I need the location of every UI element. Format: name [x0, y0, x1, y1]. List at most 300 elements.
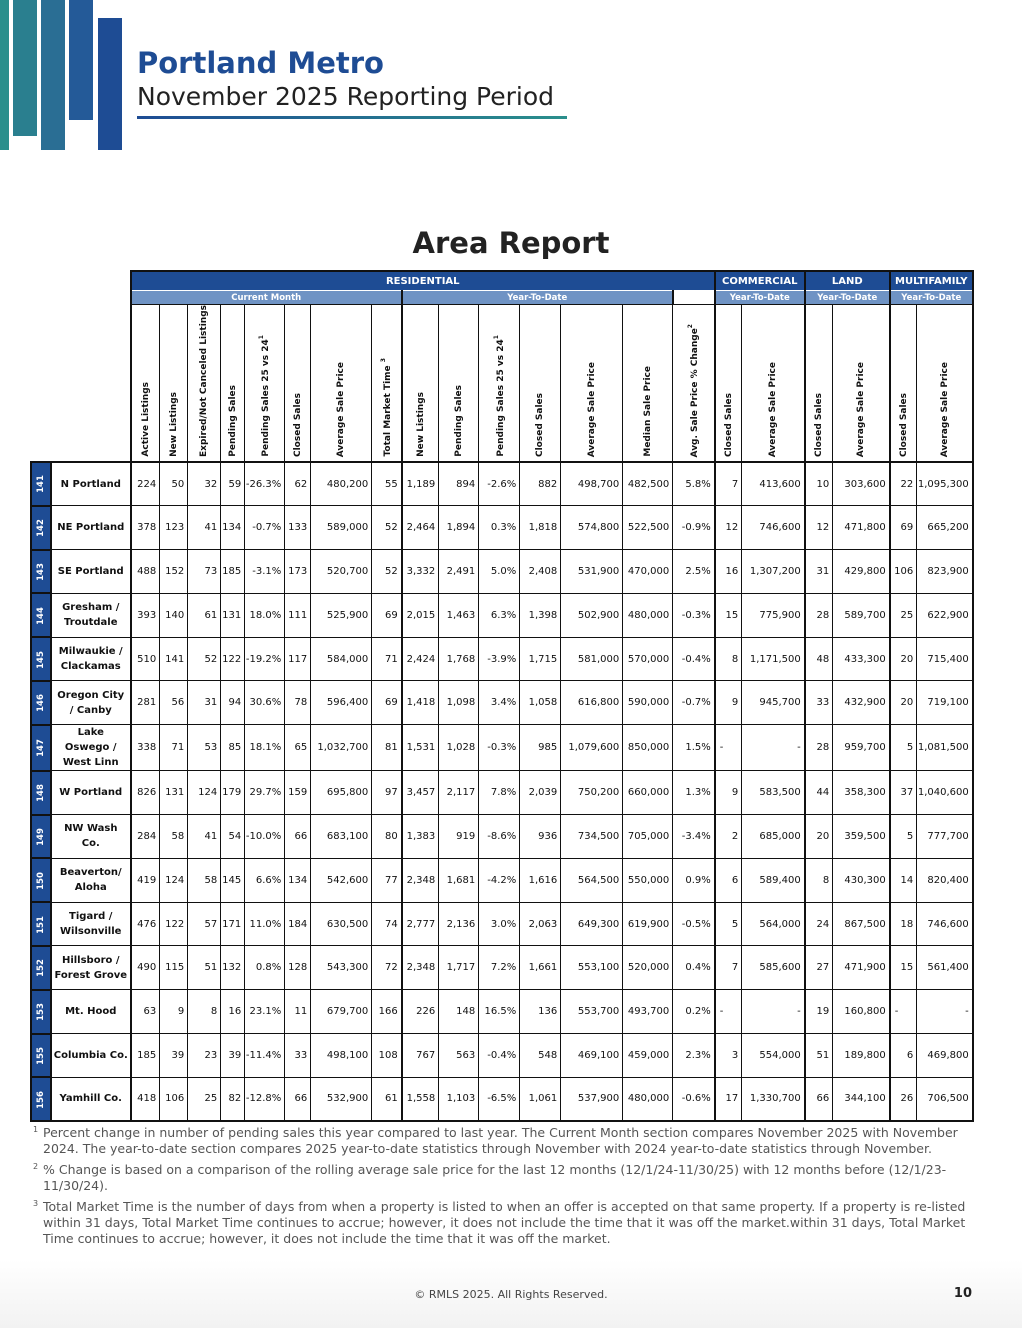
table-cell: 226 [402, 990, 439, 1034]
table-cell: 117 [285, 637, 311, 681]
table-cell: 111 [285, 593, 311, 637]
table-cell: 432,900 [833, 681, 890, 725]
table-cell: 8 [188, 990, 221, 1034]
table-cell: 124 [188, 771, 221, 815]
table-cell: 775,900 [742, 593, 805, 637]
table-cell: 39 [160, 1034, 188, 1078]
table-cell: 5.8% [673, 462, 715, 506]
table-cell: 28 [805, 725, 833, 771]
table-cell: 57 [188, 902, 221, 946]
col-active-listings: Active Listings [131, 305, 160, 462]
table-cell: 32 [188, 462, 221, 506]
table-row [31, 593, 973, 637]
table-cell: 69 [372, 681, 402, 725]
col-closed-sales: Closed Sales [285, 305, 311, 462]
table-cell: 359,500 [833, 815, 890, 859]
table-cell: 719,100 [917, 681, 973, 725]
table-cell: 37 [890, 771, 917, 815]
table-cell: 62 [285, 462, 311, 506]
table-cell: 61 [188, 593, 221, 637]
table-cell: 2.3% [673, 1034, 715, 1078]
table-cell: -6.5% [479, 1077, 520, 1121]
area-name: SE Portland [51, 550, 131, 594]
col-ytd-median-sale-price: Median Sale Price [623, 305, 673, 462]
table-cell: 338 [131, 725, 160, 771]
copyright-text: © RMLS 2025. All Rights Reserved. [414, 1288, 608, 1301]
table-row [31, 462, 973, 506]
table-cell: 469,800 [917, 1034, 973, 1078]
table-cell: 1,383 [402, 815, 439, 859]
table-cell: 820,400 [917, 858, 973, 902]
area-name: Mt. Hood [51, 990, 131, 1034]
table-cell: 685,000 [742, 815, 805, 859]
table-cell: 16.5% [479, 990, 520, 1034]
table-cell: 133 [285, 506, 311, 550]
table-cell: 12 [715, 506, 742, 550]
table-cell: -0.3% [673, 593, 715, 637]
title-underline [137, 116, 567, 119]
table-cell: 52 [188, 637, 221, 681]
table-cell: 1,398 [520, 593, 561, 637]
table-cell: 134 [221, 506, 245, 550]
area-name: NE Portland [51, 506, 131, 550]
table-row [31, 1034, 973, 1078]
table-cell: 7.8% [479, 771, 520, 815]
table-cell: -4.2% [479, 858, 520, 902]
table-cell: 123 [160, 506, 188, 550]
table-cell: -26.3% [245, 462, 285, 506]
table-cell: - [742, 990, 805, 1034]
table-cell: -3.4% [673, 815, 715, 859]
table-cell: 5.0% [479, 550, 520, 594]
table-cell: 2,015 [402, 593, 439, 637]
table-cell: 128 [285, 946, 311, 990]
table-cell: 823,900 [917, 550, 973, 594]
area-code: 144 [31, 593, 51, 637]
table-cell: -0.4% [479, 1034, 520, 1078]
table-cell: 3.0% [479, 902, 520, 946]
table-cell: 8 [805, 858, 833, 902]
col-ytd-pending-sales: Pending Sales [439, 305, 479, 462]
table-cell: -8.6% [479, 815, 520, 859]
table-cell: 470,000 [623, 550, 673, 594]
table-cell: 19 [805, 990, 833, 1034]
table-cell: 498,100 [311, 1034, 372, 1078]
table-cell: 33 [805, 681, 833, 725]
table-cell: 433,300 [833, 637, 890, 681]
area-name: Milwaukie / Clackamas [51, 637, 131, 681]
table-cell: 630,500 [311, 902, 372, 946]
table-cell: 882 [520, 462, 561, 506]
table-cell: 393 [131, 593, 160, 637]
footnote-3: 3 Total Market Time is the number of days from when a property is listed to when an offer is accepted on that same property. If a property is re-listed within 31 days, Total Market Time continues to accrue; however, it does not include the time that it was off the market.within 31 days, Total Market Time continues to accrue; however, it does not include the time that it was off the market. [33, 1199, 966, 1246]
col-pending-sales: Pending Sales [221, 305, 245, 462]
table-cell: 0.4% [673, 946, 715, 990]
table-cell: 520,700 [311, 550, 372, 594]
table-cell: 542,600 [311, 858, 372, 902]
table-cell: 173 [285, 550, 311, 594]
col-multifamily-closed: Closed Sales [890, 305, 917, 462]
table-cell: 73 [188, 550, 221, 594]
table-cell: 959,700 [833, 725, 890, 771]
table-cell: 148 [439, 990, 479, 1034]
table-cell: 1,681 [439, 858, 479, 902]
table-cell: 746,600 [742, 506, 805, 550]
table-cell: -0.5% [673, 902, 715, 946]
table-cell: 6 [715, 858, 742, 902]
table-cell: 2,117 [439, 771, 479, 815]
page-subtitle: November 2025 Reporting Period [137, 82, 555, 111]
table-cell: 24 [805, 902, 833, 946]
table-cell: 502,900 [561, 593, 623, 637]
area-name: Yamhill Co. [51, 1077, 131, 1121]
table-cell: 936 [520, 815, 561, 859]
table-cell: 159 [285, 771, 311, 815]
area-code: 148 [31, 771, 51, 815]
table-cell: 1.5% [673, 725, 715, 771]
subgroup-ytd-residential: Year-To-Date [402, 291, 673, 305]
table-cell: 619,900 [623, 902, 673, 946]
table-cell: 2 [715, 815, 742, 859]
table-cell: 281 [131, 681, 160, 725]
table-cell: 358,300 [833, 771, 890, 815]
table-cell: 18 [890, 902, 917, 946]
table-cell: 649,300 [561, 902, 623, 946]
table-cell: 1,032,700 [311, 725, 372, 771]
table-cell: 563 [439, 1034, 479, 1078]
table-cell: 9 [715, 681, 742, 725]
table-cell: 124 [160, 858, 188, 902]
table-cell: 53 [188, 725, 221, 771]
table-cell: 1,040,600 [917, 771, 973, 815]
table-cell: 493,700 [623, 990, 673, 1034]
table-cell: -0.6% [673, 1077, 715, 1121]
table-cell: 9 [160, 990, 188, 1034]
col-avg-price-pct-change: Avg. Sale Price % Change$^2$ [673, 305, 715, 462]
area-code: 142 [31, 506, 51, 550]
area-code: 151 [31, 902, 51, 946]
table-row [31, 681, 973, 725]
table-cell: 122 [221, 637, 245, 681]
page-title: Portland Metro [137, 46, 384, 80]
table-cell: 1,189 [402, 462, 439, 506]
table-cell: 23.1% [245, 990, 285, 1034]
table-cell: 25 [890, 593, 917, 637]
table-cell: 77 [372, 858, 402, 902]
table-cell: 706,500 [917, 1077, 973, 1121]
table-cell: 583,500 [742, 771, 805, 815]
table-cell: 532,900 [311, 1077, 372, 1121]
table-cell: 6.3% [479, 593, 520, 637]
table-cell: 171 [221, 902, 245, 946]
table-cell: 85 [221, 725, 245, 771]
table-cell: 1,418 [402, 681, 439, 725]
table-cell: 30.6% [245, 681, 285, 725]
area-name: Lake Oswego / West Linn [51, 725, 131, 771]
table-cell: 1,098 [439, 681, 479, 725]
table-cell: 81 [372, 725, 402, 771]
table-cell: 10 [805, 462, 833, 506]
area-rows [31, 462, 973, 1121]
table-cell: 476 [131, 902, 160, 946]
table-cell: 471,900 [833, 946, 890, 990]
table-cell: 17 [715, 1077, 742, 1121]
table-cell: 15 [890, 946, 917, 990]
area-name: NW Wash Co. [51, 815, 131, 859]
area-name: W Portland [51, 771, 131, 815]
table-cell: 2,348 [402, 858, 439, 902]
col-expired-listings: Expired/Not Canceled Listings [188, 305, 221, 462]
table-cell: 63 [131, 990, 160, 1034]
table-cell: 1,558 [402, 1077, 439, 1121]
table-cell: 1,330,700 [742, 1077, 805, 1121]
table-cell: 2,136 [439, 902, 479, 946]
table-cell: 488 [131, 550, 160, 594]
table-cell: 59 [221, 462, 245, 506]
area-code: 146 [31, 681, 51, 725]
table-cell: 564,000 [742, 902, 805, 946]
table-cell: 3 [715, 1034, 742, 1078]
table-cell: 5 [890, 725, 917, 771]
col-ytd-new-listings: New Listings [402, 305, 439, 462]
table-cell: 1,058 [520, 681, 561, 725]
table-cell: 2,039 [520, 771, 561, 815]
table-row [31, 858, 973, 902]
table-cell: 1,079,600 [561, 725, 623, 771]
table-cell: 71 [160, 725, 188, 771]
footnote-2: 2 % Change is based on a comparison of the rolling average sale price for the last 12 months (12/1/24-11/30/25) with 12 months before (12/1/23-11/30/24). [33, 1162, 947, 1193]
table-cell: 44 [805, 771, 833, 815]
table-cell: - [890, 990, 917, 1034]
area-code: 147 [31, 725, 51, 771]
table-cell: 480,200 [311, 462, 372, 506]
table-cell: 616,800 [561, 681, 623, 725]
table-cell: 31 [188, 681, 221, 725]
area-code: 149 [31, 815, 51, 859]
table-row [31, 550, 973, 594]
table-cell: 26 [890, 1077, 917, 1121]
table-cell: 224 [131, 462, 160, 506]
col-total-market-time: Total Market Time $^3$ [372, 305, 402, 462]
table-cell: 160,800 [833, 990, 890, 1034]
table-cell: 522,500 [623, 506, 673, 550]
table-cell: 543,300 [311, 946, 372, 990]
area-code: 156 [31, 1077, 51, 1121]
table-cell: 2,063 [520, 902, 561, 946]
area-name: Columbia Co. [51, 1034, 131, 1078]
table-cell: 3,457 [402, 771, 439, 815]
table-cell: 850,000 [623, 725, 673, 771]
table-cell: 189,800 [833, 1034, 890, 1078]
area-name: Gresham / Troutdale [51, 593, 131, 637]
table-cell: 459,000 [623, 1034, 673, 1078]
table-cell: 6 [890, 1034, 917, 1078]
table-cell: 537,900 [561, 1077, 623, 1121]
table-cell: 570,000 [623, 637, 673, 681]
footnotes [33, 1125, 983, 1252]
table-cell: 25 [188, 1077, 221, 1121]
table-cell: 0.3% [479, 506, 520, 550]
table-row [31, 725, 973, 771]
table-cell: 94 [221, 681, 245, 725]
table-cell: 69 [890, 506, 917, 550]
table-cell: -3.9% [479, 637, 520, 681]
area-code: 141 [31, 462, 51, 506]
table-cell: 39 [221, 1034, 245, 1078]
table-cell: 1,171,500 [742, 637, 805, 681]
table-cell: 54 [221, 815, 245, 859]
table-cell: 56 [160, 681, 188, 725]
area-name: Hillsboro / Forest Grove [51, 946, 131, 990]
table-cell: 596,400 [311, 681, 372, 725]
table-cell: 777,700 [917, 815, 973, 859]
table-cell: 574,800 [561, 506, 623, 550]
area-name: N Portland [51, 462, 131, 506]
table-cell: 141 [160, 637, 188, 681]
area-code: 155 [31, 1034, 51, 1078]
table-cell: 3,332 [402, 550, 439, 594]
table-cell: 1,717 [439, 946, 479, 990]
table-row [31, 506, 973, 550]
table-cell: 1,061 [520, 1077, 561, 1121]
table-cell: 66 [805, 1077, 833, 1121]
group-residential: RESIDENTIAL [131, 271, 715, 291]
group-commercial: COMMERCIAL [715, 271, 805, 291]
table-cell: 5 [890, 815, 917, 859]
table-cell: 734,500 [561, 815, 623, 859]
table-cell: 590,000 [623, 681, 673, 725]
table-row [31, 990, 973, 1034]
subgroup-ytd-multifamily: Year-To-Date [890, 291, 973, 305]
table-cell: - [715, 990, 742, 1034]
table-cell: 140 [160, 593, 188, 637]
table-cell: 3.4% [479, 681, 520, 725]
area-code: 143 [31, 550, 51, 594]
table-cell: 69 [372, 593, 402, 637]
table-cell: 767 [402, 1034, 439, 1078]
table-cell: 715,400 [917, 637, 973, 681]
table-cell: 0.8% [245, 946, 285, 990]
table-cell: 1,894 [439, 506, 479, 550]
col-ytd-pending-pct: Pending Sales 25 vs $24^1$ [479, 305, 520, 462]
table-cell: 1,081,500 [917, 725, 973, 771]
table-cell: -0.7% [673, 681, 715, 725]
table-cell: 115 [160, 946, 188, 990]
table-cell: 78 [285, 681, 311, 725]
table-cell: -0.4% [673, 637, 715, 681]
col-ytd-closed-sales: Closed Sales [520, 305, 561, 462]
table-cell: 1,661 [520, 946, 561, 990]
page-number: 10 [953, 1286, 972, 1301]
table-cell: 1,463 [439, 593, 479, 637]
table-cell: -2.6% [479, 462, 520, 506]
table-cell: 622,900 [917, 593, 973, 637]
table-cell: 665,200 [917, 506, 973, 550]
table-cell: -11.4% [245, 1034, 285, 1078]
table-cell: 14 [890, 858, 917, 902]
table-cell: 589,700 [833, 593, 890, 637]
table-cell: 7.2% [479, 946, 520, 990]
table-cell: 750,200 [561, 771, 623, 815]
col-land-closed: Closed Sales [805, 305, 833, 462]
table-cell: 66 [285, 1077, 311, 1121]
table-cell: 74 [372, 902, 402, 946]
table-cell: 746,600 [917, 902, 973, 946]
table-cell: 131 [221, 593, 245, 637]
table-cell: 16 [221, 990, 245, 1034]
table-cell: 581,000 [561, 637, 623, 681]
table-row [31, 771, 973, 815]
table-cell: 498,700 [561, 462, 623, 506]
table-cell: 152 [160, 550, 188, 594]
table-cell: 525,900 [311, 593, 372, 637]
table-cell: 80 [372, 815, 402, 859]
table-cell: 2,464 [402, 506, 439, 550]
table-cell: 589,000 [311, 506, 372, 550]
table-cell: 18.1% [245, 725, 285, 771]
group-land: LAND [805, 271, 890, 291]
table-cell: 185 [221, 550, 245, 594]
table-cell: 22 [890, 462, 917, 506]
table-cell: 705,000 [623, 815, 673, 859]
col-new-listings: New Listings [160, 305, 188, 462]
logo-bars-graphic [0, 0, 125, 150]
table-cell: 344,100 [833, 1077, 890, 1121]
area-code: 153 [31, 990, 51, 1034]
table-cell: 589,400 [742, 858, 805, 902]
table-cell: 660,000 [623, 771, 673, 815]
col-commercial-closed: Closed Sales [715, 305, 742, 462]
table-cell: 52 [372, 550, 402, 594]
table-cell: 548 [520, 1034, 561, 1078]
table-cell: 378 [131, 506, 160, 550]
table-cell: 469,100 [561, 1034, 623, 1078]
table-cell: 413,600 [742, 462, 805, 506]
table-cell: 166 [372, 990, 402, 1034]
table-cell: 50 [160, 462, 188, 506]
table-cell: 132 [221, 946, 245, 990]
area-code: 145 [31, 637, 51, 681]
table-cell: 2,408 [520, 550, 561, 594]
table-cell: 97 [372, 771, 402, 815]
table-cell: 61 [372, 1077, 402, 1121]
table-cell: 184 [285, 902, 311, 946]
report-title: Area Report [412, 226, 610, 260]
table-cell: 1,307,200 [742, 550, 805, 594]
table-cell: 2,777 [402, 902, 439, 946]
table-cell: 471,800 [833, 506, 890, 550]
table-cell: 1,616 [520, 858, 561, 902]
table-cell: 1,768 [439, 637, 479, 681]
table-cell: 20 [805, 815, 833, 859]
table-cell: -3.1% [245, 550, 285, 594]
table-cell: -10.0% [245, 815, 285, 859]
table-cell: 6.6% [245, 858, 285, 902]
table-cell: -19.2% [245, 637, 285, 681]
table-cell: 985 [520, 725, 561, 771]
table-cell: 564,500 [561, 858, 623, 902]
table-cell: 1,095,300 [917, 462, 973, 506]
table-row [31, 946, 973, 990]
area-name: Beaverton/ Aloha [51, 858, 131, 902]
table-cell: 584,000 [311, 637, 372, 681]
table-cell: 106 [890, 550, 917, 594]
area-report-table [30, 270, 974, 1122]
table-cell: 2.5% [673, 550, 715, 594]
table-cell: 550,000 [623, 858, 673, 902]
table-cell: -0.3% [479, 725, 520, 771]
table-row [31, 1077, 973, 1121]
